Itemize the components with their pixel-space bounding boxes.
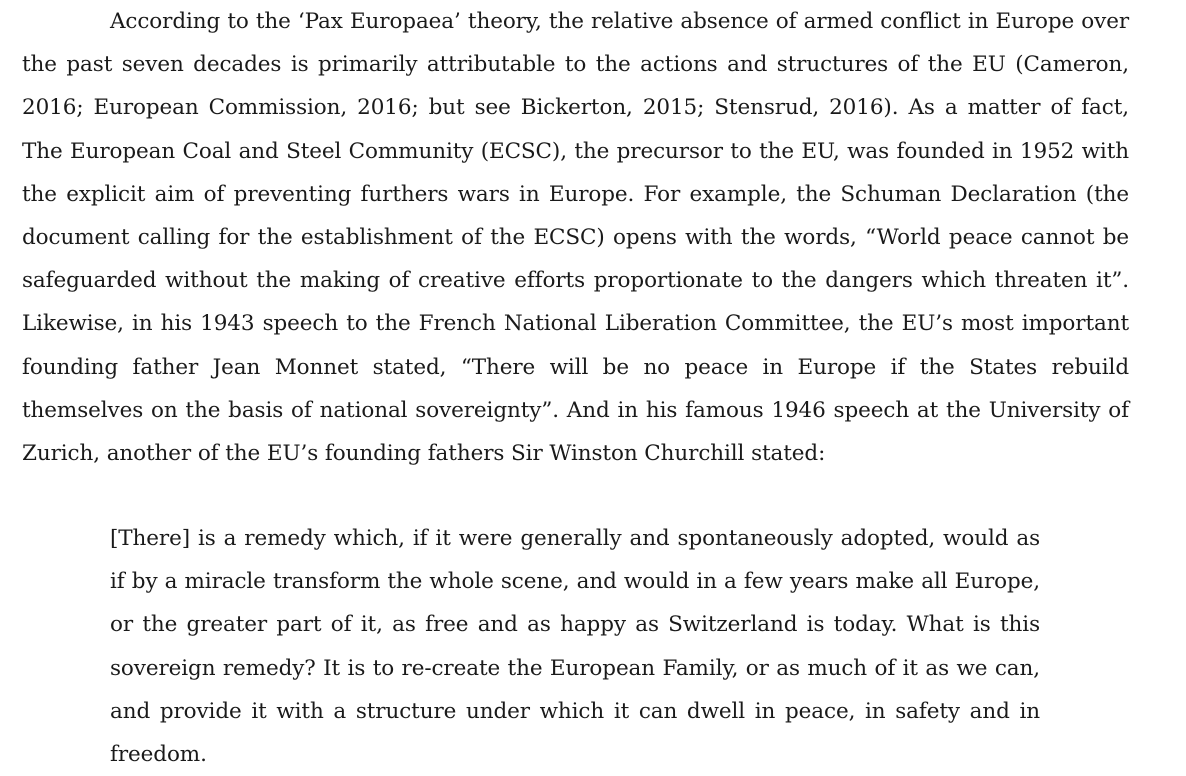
body-paragraph: According to the ‘Pax Europaea’ theory, the relative absence of armed conflict in Europe over the past seven decades is primarily attributable to the actions and structures of the EU (Cameron, 2016; European Commission, 2016; but see Bickerton, 2015; Stensrud, 2016). As a matter of fact, The European Coal and Steel Community (ECSC), the precursor to the EU, was founded in 1952 with the explicit aim of preventing furthers wars in Europe. For example, the Schuman Declaration (the document calling for the establishment of the ECSC) opens with the words, “World peace cannot be safeguarded without the making of creative efforts proportionate to the dangers which threaten it”. Likewise, in his 1943 speech to the French National Liberation Committee, the EU’s most important founding father Jean Monnet stated, “There will be no peace in Europe if the States rebuild themselves on the basis of national sovereignty”. And in his famous 1946 speech at the University of Zurich, another of the EU’s founding fathers Sir Winston Churchill stated:	[22, 9, 1129, 467]
churchill-block-quote: [There] is a remedy which, if it were generally and spontaneously adopted, would as if by a miracle transform the whole scene, and would in a few years make all Europe, or the greater part of it, as free and as happy as Switzerland is today. What is this sovereign remedy? It is to re-create the European Family, or as much of it as we can, and provide it with a structure under which it can dwell in peace, in safety and in freedom.	[110, 526, 1040, 768]
